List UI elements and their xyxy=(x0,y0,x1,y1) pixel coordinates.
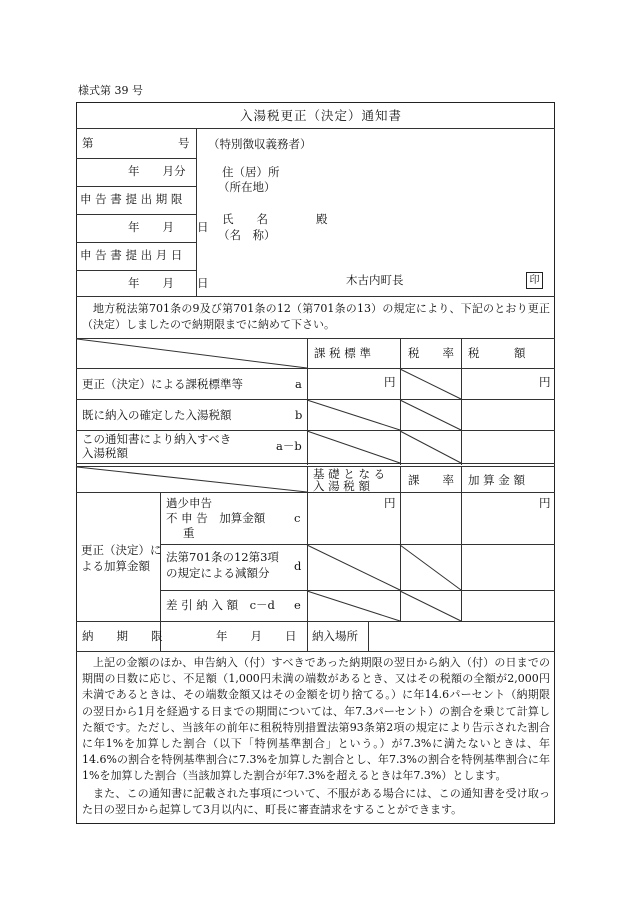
std-diagonal-b xyxy=(307,400,400,430)
row-c-line-2: 不 申 告 加算金額 xyxy=(166,511,266,525)
due-date-value: 年 月 日 xyxy=(216,629,297,643)
header-diagonal-1 xyxy=(77,339,307,368)
header-diagonal-2 xyxy=(77,467,307,492)
rate-diagonal-ab xyxy=(400,431,461,463)
go-label: 号 xyxy=(178,136,190,150)
page-title: 入湯税更正（決定）通知書 xyxy=(240,108,403,123)
row-d-line-2: の規定による減額分 xyxy=(166,566,270,580)
name-label: 氏 名 xyxy=(222,212,268,226)
interest-note: 上記の金額のほか、申告納入（付）すべきであった納期限の翌日から納入（付）の日までの期間の日数に応じ、不足額（1,000円未満の端数があるとき、又はその税額の全額が2,000円未満であるときは、その端数金額又はその金額を切り捨てる。）に年14.6パーセント（納期限の翌日から1月を経過する日までの期間については、年7.3パーセント）の割合を乗じて計算した額です。ただし、当該年の前年に租税特別措置法第93条第2項の規定により告示された割合に年1%を加算した割合（以下「特例基準割合」という。）が7.3%に満たないときは、年14.6%の割合を特例基準割合に7.3%を加算した割合とし、年7.3%の割合を特例基準割合に年1%を加算した割合（当該加算した割合が年7.3%を超えるときは年7.3%）とします。 xyxy=(82,656,550,783)
tax-rate-header: 税 率 xyxy=(408,346,454,360)
row-d-line-1: 法第701条の12第3項 xyxy=(166,550,279,564)
filing-deadline-label: 申 告 書 提 出 期 限 xyxy=(80,192,183,206)
penalty-amount-header: 加 算 金 額 xyxy=(468,473,525,487)
appeal-note: また、この通知書に記載された事項について、不服がある場合には、この通知書を受け取った日の翌日から起算して3月以内に、町長に審査請求をすることができます。 xyxy=(82,787,550,817)
penalty-group-label-2: よる加算金額 xyxy=(81,559,150,573)
period-month: 年 月分 xyxy=(128,164,186,178)
form-number: 様式第 39 号 xyxy=(78,84,143,97)
base-diagonal-e xyxy=(307,591,400,621)
payment-place-label: 納入場所 xyxy=(312,629,358,643)
rate-diagonal-e xyxy=(400,591,461,621)
rate-diagonal-d xyxy=(400,545,461,590)
row-d-code: d xyxy=(294,559,302,573)
filing-date-label: 申 告 書 提 出 月 日 xyxy=(80,248,183,262)
rate-diagonal-a xyxy=(400,369,461,399)
row-ab-label-2: 入湯税額 xyxy=(82,446,128,460)
seal-mark: 印 xyxy=(526,272,543,289)
row-c-base-unit: 円 xyxy=(384,496,396,510)
row-e-label: 差 引 納 入 額 c－d xyxy=(166,598,275,612)
row-a-std-unit: 円 xyxy=(384,375,396,389)
tax-amount-header: 税 額 xyxy=(468,346,526,360)
penalty-group-label-1: 更正（決定）に xyxy=(81,543,162,557)
filing-deadline-date: 年 月 日 xyxy=(128,220,209,234)
row-c-code: c xyxy=(294,511,301,525)
row-ab-code: a－b xyxy=(276,439,302,453)
base-tax-header-2: 入 湯 税 額 xyxy=(313,479,370,493)
row-ab-label-1: この通知書により納入すべき xyxy=(82,432,232,446)
row-a-label: 更正（決定）による課税標準等 xyxy=(82,377,243,391)
honorific: 殿 xyxy=(316,212,328,226)
rate-diagonal-b xyxy=(400,400,461,430)
intro-text: 地方税法第701条の9及び第701条の12（第701条の13）の規定により、下記のとおり更正（決定）しましたので納期限までに納めて下さい。 xyxy=(82,302,550,332)
base-tax-header-1: 基 礎 と な る xyxy=(313,467,386,481)
row-a-code: a xyxy=(295,377,302,391)
filing-date-value: 年 月 日 xyxy=(128,276,209,290)
row-c-amount-unit: 円 xyxy=(539,496,551,510)
name-sub-label: （名 称） xyxy=(218,228,276,242)
address-sub-label: （所在地） xyxy=(218,180,276,194)
row-a-tax-unit: 円 xyxy=(539,375,551,389)
issuer-name: 木古内町長 xyxy=(346,273,404,287)
std-diagonal-ab xyxy=(307,431,400,463)
taxpayer-label: （特別徴収義務者） xyxy=(208,137,312,151)
address-label: 住（居）所 xyxy=(222,165,280,179)
rate-header: 課 率 xyxy=(408,473,454,487)
base-diagonal-d xyxy=(307,545,400,590)
tax-base-header: 課 税 標 準 xyxy=(314,346,371,360)
row-c-line-3: 重 xyxy=(183,526,195,540)
due-date-label: 納 期 限 xyxy=(82,629,163,643)
number-label: 第 xyxy=(82,136,94,150)
row-e-code: e xyxy=(294,598,301,612)
row-b-label: 既に納入の確定した入湯税額 xyxy=(82,408,232,422)
row-b-code: b xyxy=(295,408,303,422)
row-c-line-1: 過少申告 xyxy=(166,496,212,510)
